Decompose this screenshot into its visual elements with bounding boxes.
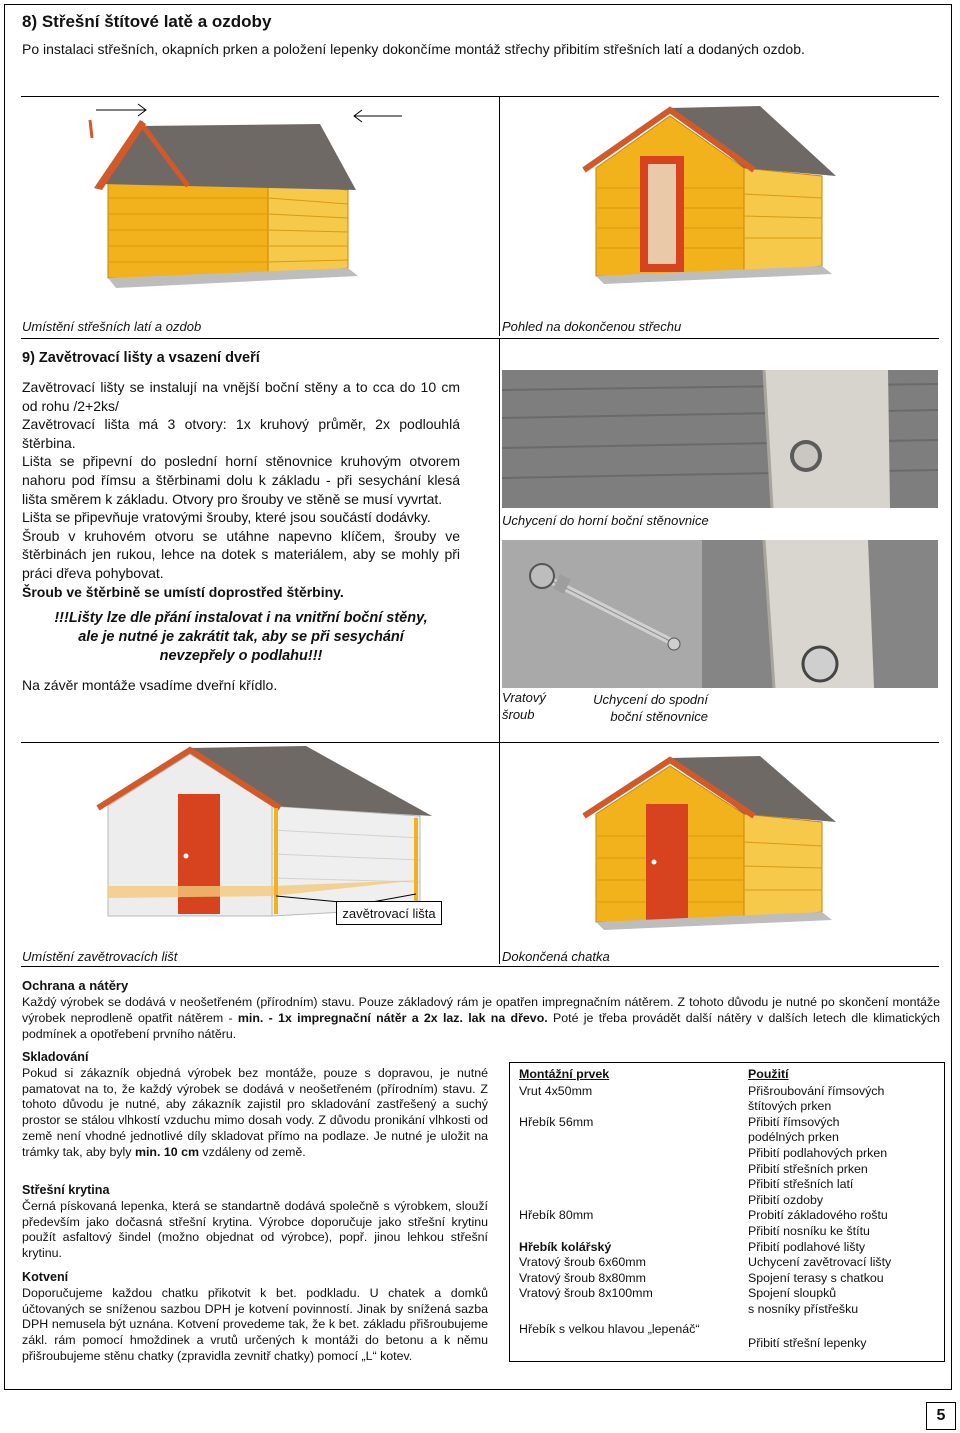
- arrow-left-icon: [346, 106, 406, 126]
- divider-mid: [21, 338, 939, 339]
- caption-roof-battens: Umístění střešních latí a ozdob: [22, 319, 202, 334]
- table-use-line: Probití základového roštu: [748, 1208, 888, 1223]
- care-title: Ochrana a nátěry: [22, 978, 129, 993]
- divider-bottom: [21, 966, 939, 967]
- cabin-illustration-finished: [560, 752, 860, 932]
- roofing-text: Černá pískovaná lepenka, která se standartně dodává společně s výrobkem, slouží především jako dočasná střešní krytina. Výrobce doporučuje jako střešní krytinu použít asfaltový šindel (možno objednat od výrobce), popř. jinou lehkou střešní krytinu.: [22, 1198, 488, 1261]
- table-row: [510, 1083, 944, 1115]
- cabin-illustration-roof-battens: [80, 98, 390, 308]
- divider-top: [21, 96, 939, 97]
- page-number: 5: [926, 1402, 956, 1430]
- anchoring-text: Doporučujeme každou chatku přikotvit k bet. podkladu. U chatek a domků účtovaných se sníženou sazbou DPH je kotvení povinností. Jinak by snížená sazba DPH nemusela být uznána. Kotvení provedeme tak, že k bet. základu přišroubujeme zákl. rám pomocí hmoždinek a vrutů určených k montáži do betonu a k němu přišroubujeme stěnu chatky (zpravidla zevnitř chatky) pomocí „L“ kotev.: [22, 1285, 488, 1363]
- table-cell-item: Hřebík s velkou hlavou „lepenáč“: [519, 1321, 700, 1336]
- section-9-text: [22, 378, 460, 695]
- caption-bolt: [502, 689, 546, 723]
- table-use-line: podélných prken: [748, 1130, 839, 1145]
- section-9-p4: Lišta se připevňuje vratovými šrouby, které jsou součástí dodávky.: [22, 509, 431, 526]
- table-header-row: [510, 1063, 944, 1083]
- cabin-illustration-finished-roof: [560, 98, 860, 288]
- table-use-line: Přibití střešních prken: [748, 1161, 868, 1176]
- care-text: [22, 994, 940, 1042]
- section-9-final: Na závěr montáže vsadíme dveřní křídlo.: [22, 677, 278, 694]
- table-row: [510, 1318, 944, 1352]
- table-use-line: Přišroubování římsových: [748, 1083, 885, 1098]
- section-9-p2: Zavětrovací lišta má 3 otvory: 1x kruhový průměr, 2x podlouhlá štěrbina.: [22, 416, 460, 451]
- table-row: [510, 1208, 944, 1239]
- table-use-line: Spojení sloupků: [748, 1286, 837, 1301]
- fasteners-table: [509, 1062, 945, 1362]
- section-8-intro: Po instalaci střešních, okapních prken a položení lepenky dokončíme montáž střechy přibitím střešních latí a dodaných ozdob.: [22, 41, 805, 57]
- care-text-c: Poté je třeba provádět další nátěry v dalších letech dle klimatických podmínek a opotřebení prvního nátěru.: [22, 1011, 940, 1041]
- section-9-p6: Šroub ve štěrbině se umístí doprostřed štěrbiny.: [22, 583, 344, 600]
- table-cell-use: [739, 1255, 944, 1271]
- table-cell-item: Hřebík 80mm: [519, 1208, 594, 1223]
- table-cell-item: Vratový šroub 8x100mm: [519, 1286, 653, 1301]
- table-row: [510, 1286, 944, 1317]
- table-cell-item: Hřebík 56mm: [519, 1114, 594, 1129]
- table-cell-item: Vratový šroub 8x80mm: [519, 1270, 646, 1285]
- table-header-use: Použití: [748, 1067, 789, 1081]
- table-header-item: Montážní prvek: [519, 1067, 610, 1081]
- caption-finished-roof: Pohled na dokončenou střechu: [502, 319, 682, 334]
- storage-section: [22, 1050, 488, 1161]
- storage-text: [22, 1066, 488, 1161]
- roofing-title: Střešní krytina: [22, 1183, 110, 1197]
- caption-bottom-fastening: [586, 691, 708, 725]
- fasteners-table-grid: [510, 1063, 944, 1351]
- arrow-right-icon: [96, 100, 156, 120]
- storage-text-a: Pokud si zákazník objedná výrobek bez montáže, pouze s dopravou, je nutné pamatovat na to, že každý výrobek se dodává v neošetřeném (přírodním) stavu. Z tohoto důvodu je nutné, aby zákazník zajistil pro skladování zastřešený a suchý prostor se stálou vlhkostí vzduchu mimo dosah vody. Z důvodu pronikání vlhkosti od země není vhodné jednotlivé díly skladovat přímo na podlaze. Je nutné je uložit na trámky tak, aby byly: [22, 1065, 488, 1159]
- table-cell-use: [739, 1240, 944, 1256]
- section-9-p1: Zavětrovací lišty se instalují na vnější boční stěny a to cca do 10 cm od rohu /2+2ks/: [22, 379, 460, 414]
- anchoring-title: Kotvení: [22, 1270, 69, 1284]
- table-use-line: Přibití střešních latí: [748, 1177, 854, 1192]
- table-cell-use: [739, 1208, 944, 1239]
- caption-top-fastening: Uchycení do horní boční stěnovnice: [502, 513, 709, 528]
- warning-line-2: ale je nutné je zakrátit tak, aby se při sesychání: [78, 629, 404, 646]
- storage-title: Skladování: [22, 1050, 89, 1064]
- table-use-line: Uchycení zavětrovací lišty: [748, 1255, 892, 1270]
- care-text-bold: min. - 1x impregnační nátěr a 2x laz. lak na dřevo.: [237, 1011, 548, 1025]
- divider-vertical-top: [499, 96, 500, 336]
- table-cell-use: [739, 1286, 944, 1317]
- storage-text-bold: min. 10 cm: [134, 1144, 199, 1159]
- divider-vertical-lower: [499, 742, 500, 964]
- section-9-title: 9) Zavětrovací lišty a vsazení dveří: [22, 350, 260, 366]
- table-row: [510, 1271, 944, 1287]
- table-use-line: s nosníky přístřešku: [748, 1301, 859, 1316]
- caption-bracing-strips: Umístění zavětrovacích lišt: [22, 949, 178, 964]
- table-cell-item: Vrut 4x50mm: [519, 1083, 593, 1098]
- table-use-line: Přibití podlahových prken: [748, 1145, 888, 1160]
- table-use-line: Přibití ozdoby: [748, 1192, 824, 1207]
- section-9-warning: [22, 609, 460, 666]
- table-row: [510, 1115, 944, 1209]
- table-use-line: Spojení terasy s chatkou: [748, 1270, 884, 1285]
- storage-text-c: vzdáleny od země.: [198, 1144, 306, 1159]
- table-cell-item: Vratový šroub 6x60mm: [519, 1255, 646, 1270]
- warning-line-1: !!!Lišty lze dle přání instalovat i na vnitřní boční stěny,: [54, 610, 428, 627]
- divider-lower: [21, 742, 939, 743]
- table-use-line: Přibití nosníku ke štítu: [748, 1223, 870, 1238]
- warning-line-3: nevzepřely o podlahu!!!: [159, 648, 323, 665]
- section-9-p5: Šroub v kruhovém otvoru se utáhne napevno klíčem, šrouby ve štěrbinách jen rukou, lehce na dotek s materiálem, aby se mohly při práci dřeva pohybovat.: [22, 527, 460, 581]
- bracing-strip-label: zavětrovací lišta: [336, 901, 442, 925]
- section-9-p3: Lišta se připevní do poslední horní stěnovnice kruhovým otvorem nahoru pod římsu a štěrbinami dolu k základu - při sesychání klesá lišta směrem k základu. Otvory pro šrouby ve stěně se musí vyvrtat.: [22, 453, 460, 507]
- caption-finished-cabin: Dokončená chatka: [502, 949, 610, 964]
- photo-top-fastening: [502, 370, 938, 508]
- table-cell-use: [739, 1115, 944, 1209]
- anchoring-section: [22, 1270, 488, 1365]
- section-8-title: 8) Střešní štítové latě a ozdoby: [22, 12, 272, 31]
- caption-bottom-line-2: boční stěnovnice: [610, 709, 708, 724]
- care-text-a: Každý výrobek se dodává v neošetřeném (přírodním) stavu. Pouze základový rám je opatřen impregnačním nátěrem. Z tohoto důvodu je nutné po skončení montáže výrobek neprodleně opatřit nátěrem -: [22, 995, 940, 1025]
- table-use-line: Přibití střešní lepenky: [748, 1335, 867, 1350]
- table-use-line: štítových prken: [748, 1099, 832, 1114]
- caption-bolt-line-2: šroub: [502, 707, 535, 722]
- table-row: [510, 1240, 944, 1256]
- table-row: [510, 1255, 944, 1271]
- roofing-section: [22, 1183, 488, 1262]
- caption-bolt-line-1: Vratový: [502, 690, 546, 705]
- table-cell-use: [739, 1271, 944, 1287]
- table-use-line: Přibití římsových: [748, 1114, 840, 1129]
- table-cell-use: [739, 1083, 944, 1115]
- caption-bottom-line-1: Uchycení do spodní: [593, 692, 708, 707]
- table-use-line: Přibití podlahové lišty: [748, 1239, 866, 1254]
- divider-vertical-mid: [499, 338, 500, 742]
- table-cell-use: [739, 1318, 944, 1352]
- table-cell-item: Hřebík kolářský: [519, 1239, 612, 1254]
- photo-bolt-and-bottom-fastening: [502, 540, 938, 688]
